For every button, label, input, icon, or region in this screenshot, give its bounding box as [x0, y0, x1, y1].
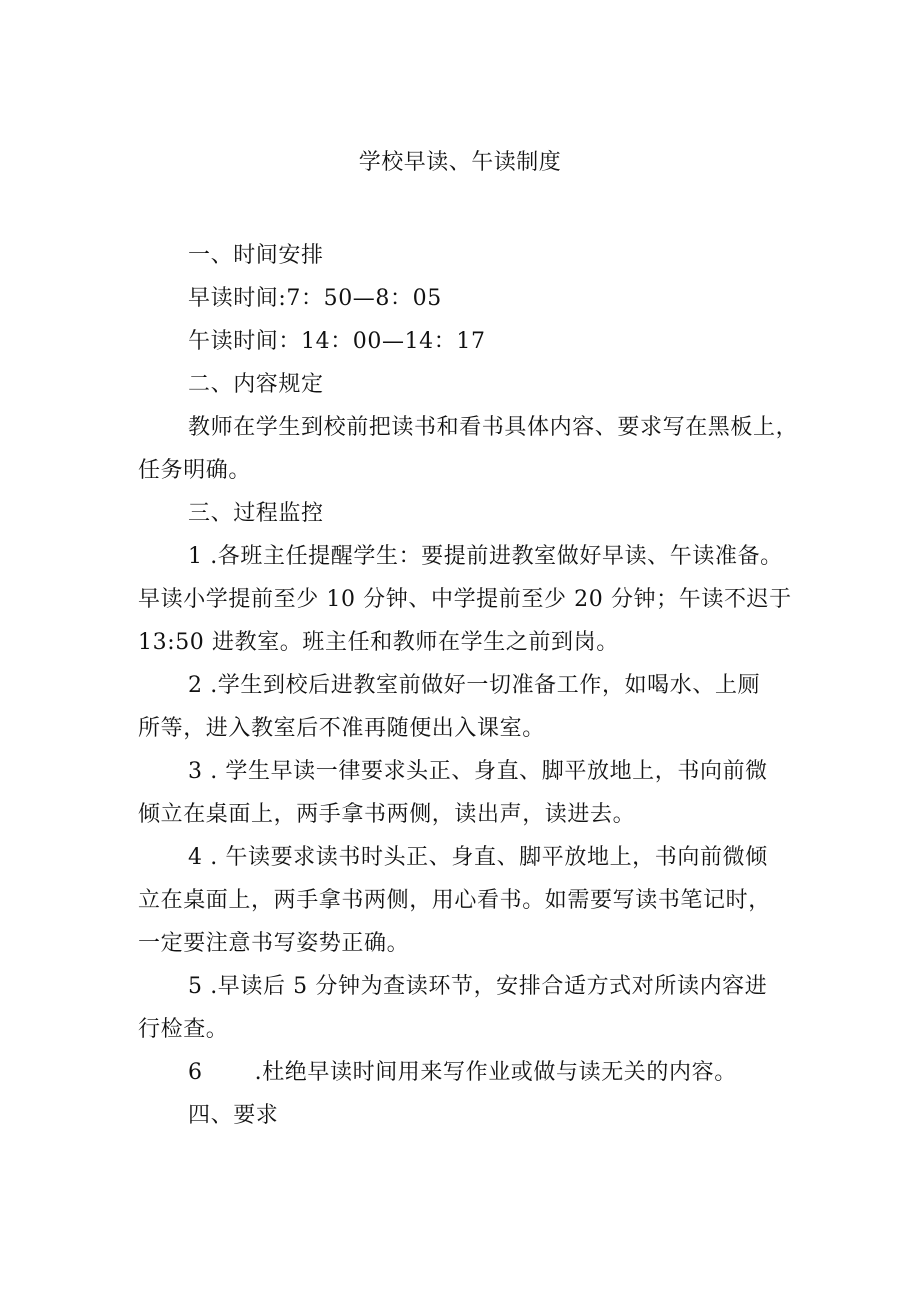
noon-reading-time: 午读时间：14：00—14：17: [188, 329, 486, 354]
item-1-line-2: 早读小学提前至少 10 分钟、中学提前至少 20 分钟；午读不迟于: [138, 587, 792, 612]
item-1-line-3: 13:50 进教室。班主任和教师在学生之前到岗。: [138, 630, 619, 655]
item-4-line-1: 4 . 午读要求读书时头正、身直、脚平放地上，书向前微倾: [188, 845, 768, 870]
section-heading-content: 二、内容规定: [188, 372, 324, 397]
content-paragraph-line-2: 任务明确。: [138, 458, 252, 483]
item-6-text: .杜绝早读时间用来写作业或做与读无关的内容。: [254, 1060, 737, 1085]
morning-reading-time: 早读时间:7：50—8：05: [188, 286, 442, 311]
content-paragraph-line-1: 教师在学生到校前把读书和看书具体内容、要求写在黑板上，: [188, 415, 799, 440]
item-6-number: 6: [188, 1060, 203, 1085]
item-5-line-1: 5 .早读后 5 分钟为查读环节，安排合适方式对所读内容进: [188, 974, 768, 999]
section-heading-requirements: 四、要求: [188, 1103, 279, 1128]
item-5-line-2: 行检查。: [138, 1017, 229, 1042]
item-4-line-2: 立在桌面上，两手拿书两侧，用心看书。如需要写读书笔记时，: [138, 888, 771, 913]
item-6-line: [138, 1051, 788, 1094]
item-3-line-2: 倾立在桌面上，两手拿书两侧，读出声，读进去。: [138, 802, 636, 827]
item-3-line-1: 3 . 学生早读一律要求头正、身直、脚平放地上，书向前微: [188, 759, 768, 784]
document-body: [138, 234, 799, 1137]
item-1-line-1: 1 .各班主任提醒学生：要提前进教室做好早读、午读准备。: [188, 544, 783, 569]
section-heading-process: 三、过程监控: [188, 501, 324, 526]
document-title: 学校早读、午读制度: [358, 150, 562, 175]
section-heading-time: 一、时间安排: [188, 243, 324, 268]
item-4-line-3: 一定要注意书写姿势正确。: [138, 931, 410, 956]
item-2-line-2: 所等，进入教室后不准再随便出入课室。: [138, 716, 545, 741]
item-2-line-1: 2 .学生到校后进教室前做好一切准备工作，如喝水、上厕: [188, 673, 761, 698]
